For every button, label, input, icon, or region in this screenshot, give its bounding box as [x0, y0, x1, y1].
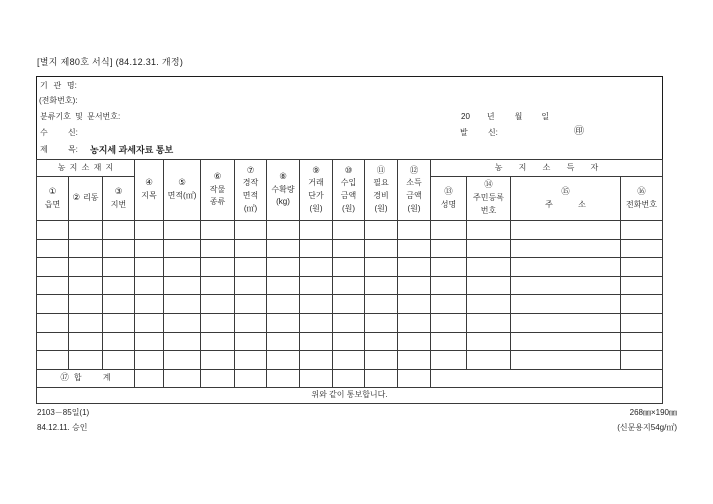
- total-row: [37, 369, 663, 387]
- cell-cultivated-area: [235, 276, 267, 295]
- agency-name-label: 기 관 명:: [40, 81, 77, 90]
- col-number: ④: [145, 178, 153, 189]
- footer-paper-spec: (신문용지54g/㎡): [617, 423, 677, 432]
- cell-ri-dong: [69, 332, 103, 351]
- cell-resident-number: [467, 258, 511, 277]
- table-row: [37, 295, 663, 314]
- col-header-unit-price: [300, 160, 333, 221]
- table-row: [37, 239, 663, 258]
- col-number: ⑪: [376, 165, 386, 176]
- cell-revenue: [333, 221, 365, 240]
- cell-crop-type: [201, 313, 235, 332]
- footer-paper-size: 268㎜×190㎜: [629, 408, 677, 417]
- col-label-line: 작물: [209, 184, 226, 194]
- col-label-line: 종류: [209, 197, 226, 207]
- table-row: [37, 332, 663, 351]
- group-header-label: 농 지 소 득 자: [494, 162, 599, 172]
- cell-unit-price: [300, 239, 333, 258]
- sender-label: 발 신:: [460, 128, 498, 137]
- cell-cultivated-area: [235, 295, 267, 314]
- form-header: [36, 76, 662, 159]
- cell-area: [164, 258, 201, 277]
- col-number: ⑦: [246, 165, 255, 176]
- col-header-eup-myeon: [37, 177, 69, 221]
- cell-unit-price: [300, 332, 333, 351]
- cell-cultivated-area: [235, 221, 267, 240]
- col-header-crop-type: [201, 160, 235, 221]
- col-label-line: (kg): [276, 197, 290, 207]
- cell-crop-type: [201, 332, 235, 351]
- cell-resident-number: [467, 276, 511, 295]
- col-header-resident-number: [467, 177, 511, 221]
- cell-lot-number: [103, 295, 135, 314]
- total-cell-income-earner: [431, 369, 663, 387]
- cell-phone: [621, 258, 663, 277]
- cell-address: [511, 258, 621, 277]
- table-row: [37, 276, 663, 295]
- cell-harvest-yield: [267, 276, 300, 295]
- col-number: ⑫: [409, 165, 419, 176]
- col-number: ⑭: [484, 180, 493, 191]
- cell-necessary-expenses: [365, 276, 398, 295]
- col-label-line: (원): [309, 203, 323, 213]
- cell-ri-dong: [69, 313, 103, 332]
- cell-resident-number: [467, 221, 511, 240]
- total-cell-area: [164, 369, 201, 387]
- cell-ri-dong: [69, 258, 103, 277]
- cell-necessary-expenses: [365, 351, 398, 370]
- col-number: ⑤: [178, 178, 186, 189]
- total-cell-income: [398, 369, 431, 387]
- cell-eup-myeon: [37, 258, 69, 277]
- document-number-label: 분류기호 및 문서번호:: [40, 112, 121, 121]
- col-header-revenue: [333, 160, 365, 221]
- total-number: ⑰: [60, 372, 69, 383]
- col-label-line: 필요: [373, 178, 389, 188]
- table-row: [37, 313, 663, 332]
- cell-income: [398, 351, 431, 370]
- cell-name: [431, 332, 467, 351]
- cell-unit-price: [300, 258, 333, 277]
- cell-unit-price: [300, 351, 333, 370]
- cell-land-category: [135, 313, 164, 332]
- group-header-farmland-location: [37, 160, 135, 177]
- cell-cultivated-area: [235, 332, 267, 351]
- cell-ri-dong: [69, 239, 103, 258]
- total-cell-crop-type: [201, 369, 235, 387]
- group-header-label: 농 지 소 재 지: [57, 162, 114, 172]
- cell-harvest-yield: [267, 221, 300, 240]
- col-label-line: 면적(㎡): [167, 191, 197, 200]
- cell-address: [511, 295, 621, 314]
- total-cell-land-category: [135, 369, 164, 387]
- cell-eup-myeon: [37, 221, 69, 240]
- cell-area: [164, 239, 201, 258]
- cell-unit-price: [300, 313, 333, 332]
- cell-necessary-expenses: [365, 313, 398, 332]
- col-label-line: 경비: [373, 191, 389, 200]
- cell-revenue: [333, 313, 365, 332]
- cell-land-category: [135, 351, 164, 370]
- form-number-label: [별지 제80호 서식] (84.12.31. 개정): [37, 57, 184, 67]
- cell-crop-type: [201, 221, 235, 240]
- col-header-cultivated-area: [235, 160, 267, 221]
- cell-address: [511, 239, 621, 258]
- col-label-line: 금액: [406, 191, 422, 200]
- col-number: ③: [114, 186, 123, 197]
- cell-area: [164, 276, 201, 295]
- cell-area: [164, 332, 201, 351]
- footer-approval-date: 84.12.11. 승인: [37, 423, 88, 432]
- col-header-area: [164, 160, 201, 221]
- col-number: ⑧: [279, 171, 287, 182]
- seal-mark: ㊞: [574, 126, 584, 137]
- cell-lot-number: [103, 351, 135, 370]
- col-label-line: 지번: [110, 199, 127, 209]
- cell-land-category: [135, 295, 164, 314]
- cell-phone: [621, 351, 663, 370]
- group-header-farmland-income-earner: [431, 160, 663, 177]
- recipient-label: 수 신:: [40, 128, 78, 137]
- cell-name: [431, 221, 467, 240]
- cell-phone: [621, 295, 663, 314]
- cell-name: [431, 295, 467, 314]
- cell-harvest-yield: [267, 295, 300, 314]
- cell-phone: [621, 221, 663, 240]
- total-cell-cultivated-area: [235, 369, 267, 387]
- closing-text: 위와 같이 통보합니다.: [311, 389, 388, 399]
- col-header-land-category: [135, 160, 164, 221]
- cell-cultivated-area: [235, 258, 267, 277]
- col-label-line: 읍면: [44, 199, 61, 209]
- col-header-income: [398, 160, 431, 221]
- col-label-line: 번호: [480, 205, 497, 215]
- cell-income: [398, 276, 431, 295]
- cell-harvest-yield: [267, 239, 300, 258]
- cell-area: [164, 313, 201, 332]
- cell-area: [164, 295, 201, 314]
- cell-area: [164, 221, 201, 240]
- cell-income: [398, 332, 431, 351]
- date-line: [461, 112, 549, 122]
- cell-revenue: [333, 239, 365, 258]
- cell-eup-myeon: [37, 276, 69, 295]
- table-row: [37, 351, 663, 370]
- cell-revenue: [333, 332, 365, 351]
- col-label-line: 경작: [242, 178, 259, 188]
- col-label-line: 수입: [340, 178, 357, 188]
- cell-resident-number: [467, 295, 511, 314]
- col-header-lot-number: [103, 177, 135, 221]
- col-label-line: (원): [374, 203, 388, 213]
- col-header-phone: [621, 177, 663, 221]
- table-header-row: [37, 160, 663, 177]
- cell-phone: [621, 313, 663, 332]
- col-label-line: 소득: [406, 178, 422, 188]
- cell-eup-myeon: [37, 239, 69, 258]
- total-cell-revenue: [333, 369, 365, 387]
- col-label-line: 면적: [242, 191, 259, 200]
- cell-income: [398, 239, 431, 258]
- cell-address: [511, 332, 621, 351]
- col-header-harvest-yield: [267, 160, 300, 221]
- cell-address: [511, 221, 621, 240]
- subject-label: 제 목:: [40, 145, 78, 154]
- total-cell-unit-price: [300, 369, 333, 387]
- cell-eup-myeon: [37, 351, 69, 370]
- footer-form-code: 2103－85일(1): [37, 408, 90, 417]
- cell-phone: [621, 276, 663, 295]
- table-row: [37, 258, 663, 277]
- cell-revenue: [333, 295, 365, 314]
- cell-land-category: [135, 332, 164, 351]
- cell-unit-price: [300, 276, 333, 295]
- cell-cultivated-area: [235, 239, 267, 258]
- cell-crop-type: [201, 258, 235, 277]
- cell-resident-number: [467, 313, 511, 332]
- cell-address: [511, 276, 621, 295]
- col-number: ⑬: [444, 186, 453, 197]
- cell-revenue: [333, 276, 365, 295]
- cell-land-category: [135, 221, 164, 240]
- col-label-line: 성명: [440, 199, 457, 209]
- cell-revenue: [333, 351, 365, 370]
- cell-name: [431, 313, 467, 332]
- col-number: ⑥: [213, 171, 222, 182]
- cell-phone: [621, 332, 663, 351]
- cell-resident-number: [467, 332, 511, 351]
- col-number: ②: [72, 193, 81, 204]
- cell-name: [431, 258, 467, 277]
- col-number: ⑩: [344, 165, 353, 176]
- cell-ri-dong: [69, 276, 103, 295]
- cell-necessary-expenses: [365, 221, 398, 240]
- date-day-unit: 일: [541, 112, 550, 121]
- cell-area: [164, 351, 201, 370]
- col-number: ⑯: [637, 186, 646, 197]
- cell-name: [431, 276, 467, 295]
- cell-eup-myeon: [37, 332, 69, 351]
- col-label-line: 수확량: [271, 184, 295, 194]
- col-number: ①: [48, 186, 57, 197]
- cell-income: [398, 313, 431, 332]
- cell-necessary-expenses: [365, 332, 398, 351]
- col-label-line: 금액: [340, 191, 357, 200]
- total-cell-harvest-yield: [267, 369, 300, 387]
- cell-harvest-yield: [267, 351, 300, 370]
- cell-unit-price: [300, 221, 333, 240]
- cell-eup-myeon: [37, 295, 69, 314]
- cell-land-category: [135, 276, 164, 295]
- cell-lot-number: [103, 258, 135, 277]
- cell-harvest-yield: [267, 258, 300, 277]
- cell-cultivated-area: [235, 351, 267, 370]
- col-label-line: 지목: [141, 191, 157, 200]
- cell-lot-number: [103, 332, 135, 351]
- cell-crop-type: [201, 276, 235, 295]
- cell-eup-myeon: [37, 313, 69, 332]
- cell-unit-price: [300, 295, 333, 314]
- cell-address: [511, 313, 621, 332]
- cell-address: [511, 351, 621, 370]
- cell-ri-dong: [69, 295, 103, 314]
- phone-number-label: (전화번호):: [39, 96, 78, 105]
- cell-necessary-expenses: [365, 239, 398, 258]
- cell-resident-number: [467, 239, 511, 258]
- cell-crop-type: [201, 239, 235, 258]
- cell-phone: [621, 239, 663, 258]
- col-label-line: 주 소: [545, 199, 586, 209]
- cell-harvest-yield: [267, 313, 300, 332]
- cell-revenue: [333, 258, 365, 277]
- col-label-line: (㎡): [243, 203, 258, 213]
- col-label-line: (원): [407, 203, 421, 213]
- cell-crop-type: [201, 351, 235, 370]
- subject-title: 농지세 과세자료 통보: [90, 145, 174, 155]
- cell-necessary-expenses: [365, 295, 398, 314]
- cell-income: [398, 295, 431, 314]
- cell-harvest-yield: [267, 332, 300, 351]
- cell-ri-dong: [69, 351, 103, 370]
- cell-income: [398, 221, 431, 240]
- col-header-name: [431, 177, 467, 221]
- cell-crop-type: [201, 295, 235, 314]
- cell-resident-number: [467, 351, 511, 370]
- cell-name: [431, 239, 467, 258]
- date-year-unit: 년: [486, 112, 495, 121]
- col-label-line: 단가: [308, 191, 324, 200]
- total-cell-necessary-expenses: [365, 369, 398, 387]
- cell-necessary-expenses: [365, 258, 398, 277]
- col-label-line: (원): [341, 203, 356, 213]
- col-header-ri-dong: [69, 177, 103, 221]
- cell-lot-number: [103, 276, 135, 295]
- cell-income: [398, 258, 431, 277]
- col-number: ⑮: [561, 186, 570, 197]
- cell-land-category: [135, 258, 164, 277]
- date-year-prefix: 20: [461, 112, 470, 121]
- cell-name: [431, 351, 467, 370]
- col-number: ⑨: [312, 165, 320, 176]
- table-row: [37, 221, 663, 240]
- cell-ri-dong: [69, 221, 103, 240]
- cell-cultivated-area: [235, 313, 267, 332]
- total-label: 합 계: [73, 372, 111, 382]
- col-label-line: 전화번호: [626, 199, 657, 209]
- closing-row: [37, 387, 663, 403]
- cell-lot-number: [103, 221, 135, 240]
- date-month-unit: 월: [514, 112, 523, 121]
- col-label-line: 거래: [308, 178, 324, 188]
- cell-lot-number: [103, 313, 135, 332]
- col-header-necessary-expenses: [365, 160, 398, 221]
- col-label-line: 리동: [83, 193, 99, 203]
- col-header-address: [511, 177, 621, 221]
- col-label-line: 주민등록: [473, 193, 504, 203]
- total-label-cell: [37, 369, 135, 387]
- cell-lot-number: [103, 239, 135, 258]
- closing-statement: [37, 387, 663, 403]
- cell-land-category: [135, 239, 164, 258]
